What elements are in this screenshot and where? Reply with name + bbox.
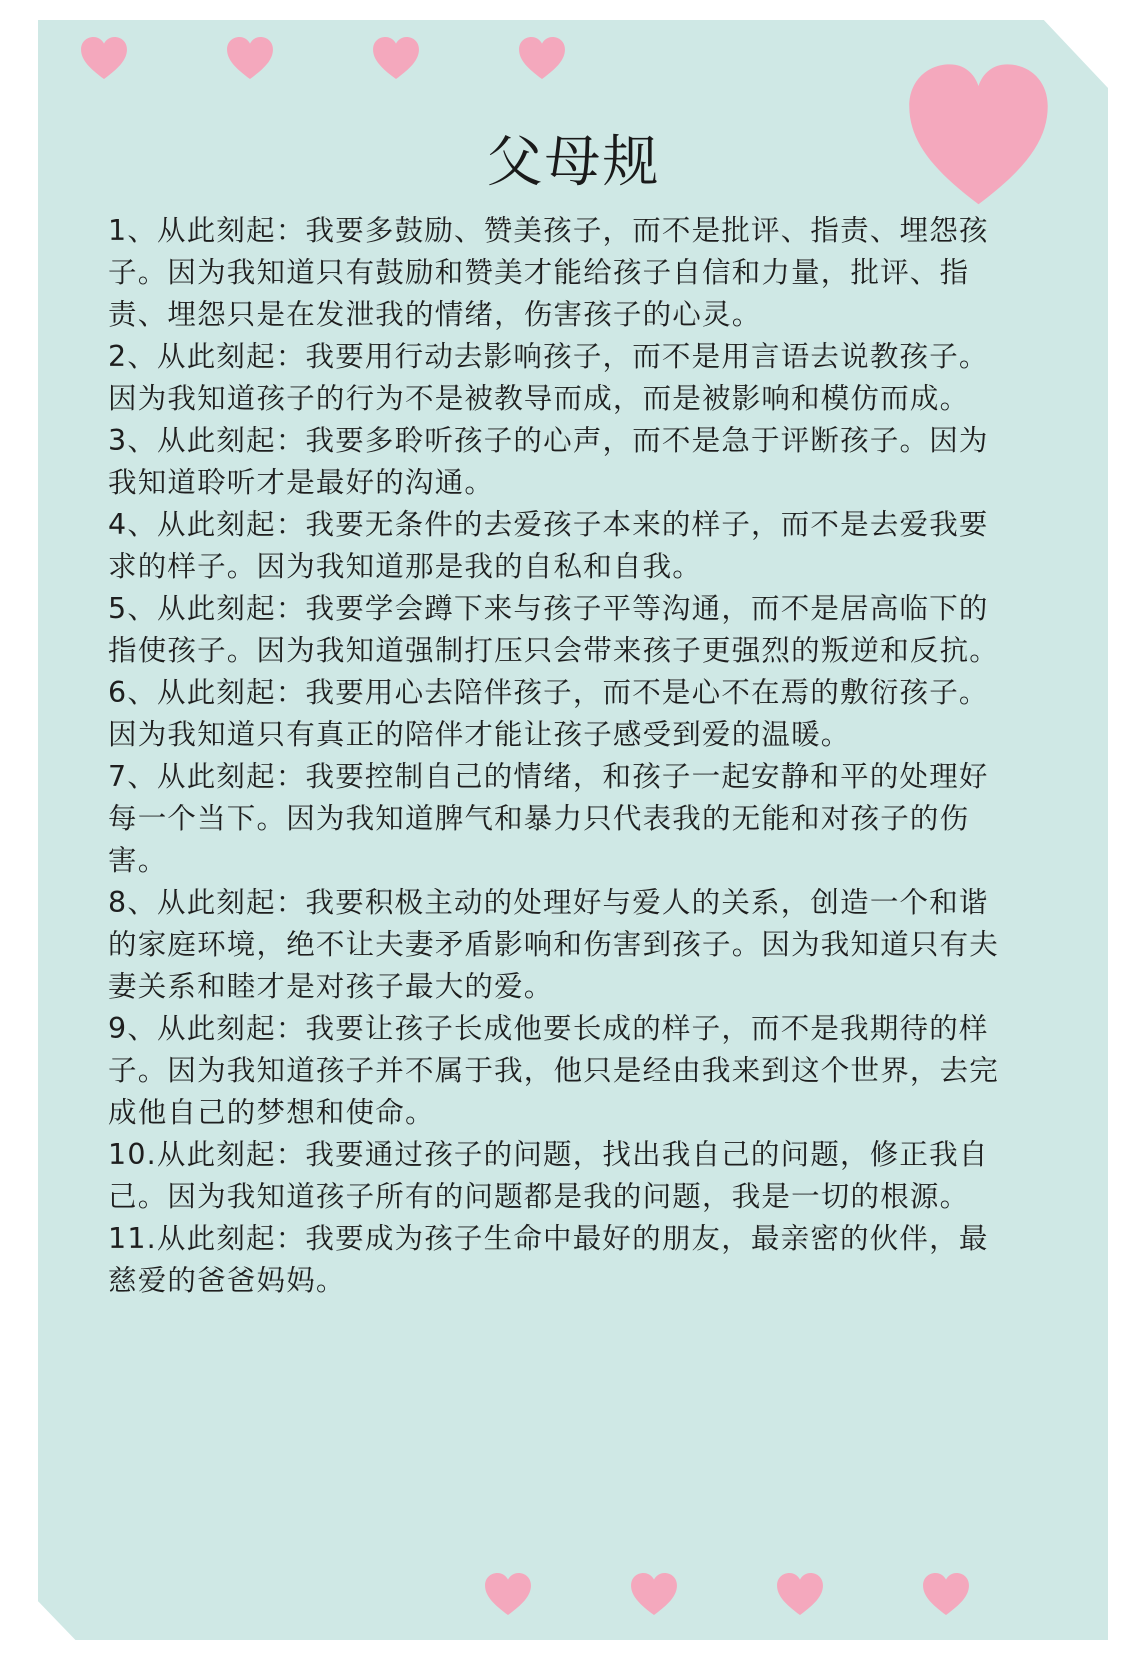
list-item: 3、从此刻起：我要多聆听孩子的心声，而不是急于评断孩子。因为我知道聆听才是最好的沟通。 [108,424,989,499]
list-item: 8、从此刻起：我要积极主动的处理好与爱人的关系，创造一个和谐的家庭环境，绝不让夫妻矛盾影响和伤害到孩子。因为我知道只有夫妻关系和睦才是对孩子最大的爱。 [108,886,1000,1003]
list-item: 2、从此刻起：我要用行动去影响孩子，而不是用言语去说教孩子。因为我知道孩子的行为不是被教导而成，而是被影响和模仿而成。 [108,340,989,415]
list-item: 4、从此刻起：我要无条件的去爱孩子本来的样子，而不是去爱我要求的样子。因为我知道那是我的自私和自我。 [108,508,989,583]
list-item: 6、从此刻起：我要用心去陪伴孩子，而不是心不在焉的敷衍孩子。因为我知道只有真正的陪伴才能让孩子感受到爱的温暖。 [108,676,989,751]
list-item: 5、从此刻起：我要学会蹲下来与孩子平等沟通，而不是居高临下的指使孩子。因为我知道强制打压只会带来孩子更强烈的叛逆和反抗。 [108,592,1000,667]
heart-icon [776,1572,824,1616]
heart-icon [484,1572,532,1616]
heart-icon [372,36,420,80]
heart-icon [630,1572,678,1616]
heart-icon [226,36,274,80]
list-item: 7、从此刻起：我要控制自己的情绪，和孩子一起安静和平的处理好每一个当下。因为我知道脾气和暴力只代表我的无能和对孩子的伤害。 [108,760,989,877]
heart-icon [518,36,566,80]
heart-icon [922,1572,970,1616]
rules-list [108,210,1013,1302]
heart-icon [80,36,128,80]
list-item: 10.从此刻起：我要通过孩子的问题，找出我自己的问题，修正我自己。因为我知道孩子所有的问题都是我的问题，我是一切的根源。 [108,1138,989,1213]
list-item: 9、从此刻起：我要让孩子长成他要长成的样子，而不是我期待的样子。因为我知道孩子并不属于我，他只是经由我来到这个世界，去完成他自己的梦想和使命。 [108,1012,1000,1129]
list-item: 1、从此刻起：我要多鼓励、赞美孩子，而不是批评、指责、埋怨孩子。因为我知道只有鼓励和赞美才能给孩子自信和力量，批评、指责、埋怨只是在发泄我的情绪，伤害孩子的心灵。 [108,214,989,331]
list-item: 11.从此刻起：我要成为孩子生命中最好的朋友，最亲密的伙伴，最慈爱的爸爸妈妈。 [108,1222,989,1297]
page-title: 父母规 [486,130,661,195]
